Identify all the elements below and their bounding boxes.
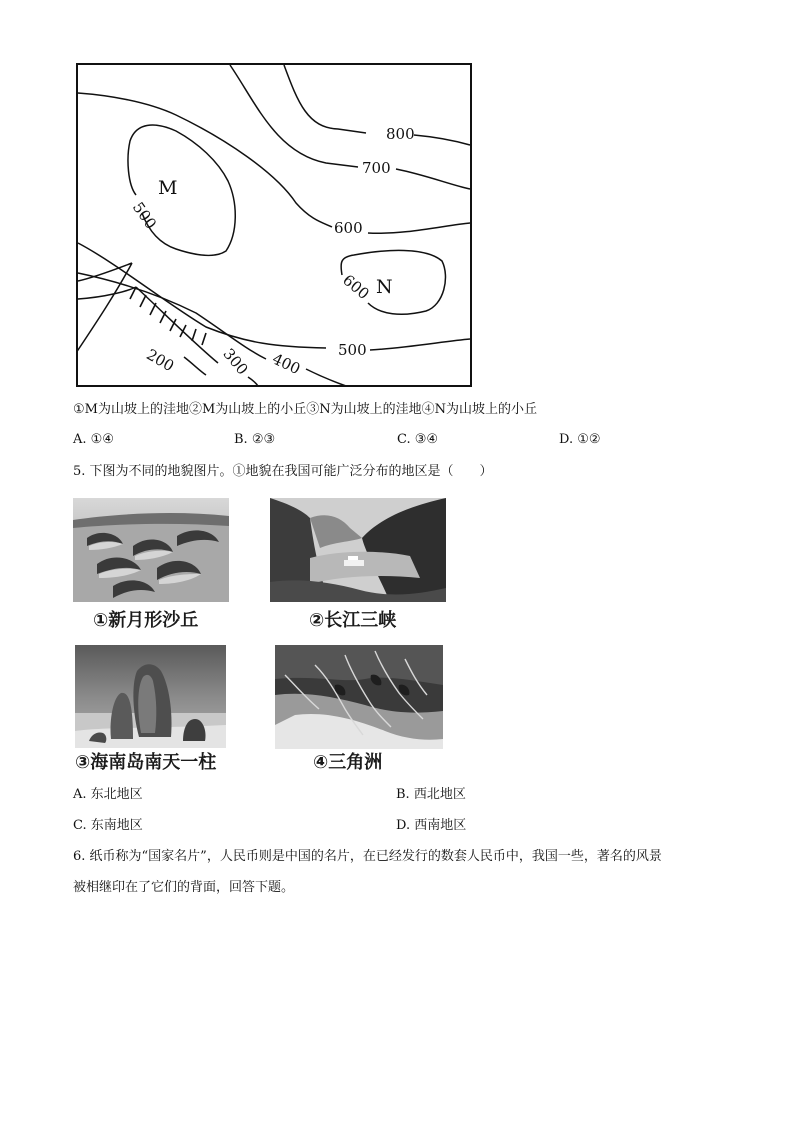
q5-stem: 5. 下图为不同的地貌图片。①地貌在我国可能广泛分布的地区是（ ） bbox=[73, 464, 493, 479]
caption-1: ①新月形沙丘 bbox=[93, 610, 199, 631]
three-gorges-photo bbox=[270, 498, 446, 602]
delta-photo bbox=[275, 645, 443, 749]
q4-option-a[interactable]: A. ①④ bbox=[73, 432, 114, 447]
contour-label-700: 700 bbox=[362, 159, 391, 177]
contour-map bbox=[76, 63, 472, 387]
q4-option-d[interactable]: D. ①② bbox=[559, 432, 601, 447]
contour-label-500a: 500 bbox=[128, 198, 161, 233]
map-label-n: N bbox=[376, 276, 393, 298]
q6-line-2: 被相继印在了它们的背面，回答下题。 bbox=[73, 880, 295, 895]
contour-label-200: 200 bbox=[143, 345, 178, 376]
contour-label-600b: 600 bbox=[339, 270, 373, 304]
contour-label-400: 400 bbox=[269, 349, 304, 379]
map-label-m: M bbox=[158, 177, 178, 199]
q4-option-b[interactable]: B. ②③ bbox=[234, 432, 276, 447]
q4-statement: ①M为山坡上的洼地②M为山坡上的小丘③N为山坡上的洼地④N为山坡上的小丘 bbox=[73, 402, 538, 417]
contour-label-800: 800 bbox=[386, 125, 415, 143]
contour-label-300: 300 bbox=[219, 344, 252, 379]
crescent-dune-photo bbox=[73, 498, 229, 602]
q4-option-c[interactable]: C. ③④ bbox=[397, 432, 439, 447]
q5-option-d[interactable]: D. 西南地区 bbox=[396, 818, 467, 833]
nantianyizhu-photo bbox=[75, 645, 226, 748]
caption-2: ②长江三峡 bbox=[309, 610, 397, 631]
caption-3: ③海南岛南天一柱 bbox=[75, 752, 217, 773]
caption-4: ④三角洲 bbox=[313, 752, 383, 773]
q5-option-b[interactable]: B. 西北地区 bbox=[396, 787, 466, 802]
contour-label-600a: 600 bbox=[334, 219, 363, 237]
q6-line-1: 6. 纸币称为“国家名片”，人民币则是中国的名片，在已经发行的数套人民币中，我国一些，著名的风景 bbox=[73, 849, 662, 864]
q5-option-a[interactable]: A. 东北地区 bbox=[73, 787, 143, 802]
q5-option-c[interactable]: C. 东南地区 bbox=[73, 818, 143, 833]
contour-label-500b: 500 bbox=[338, 341, 367, 359]
